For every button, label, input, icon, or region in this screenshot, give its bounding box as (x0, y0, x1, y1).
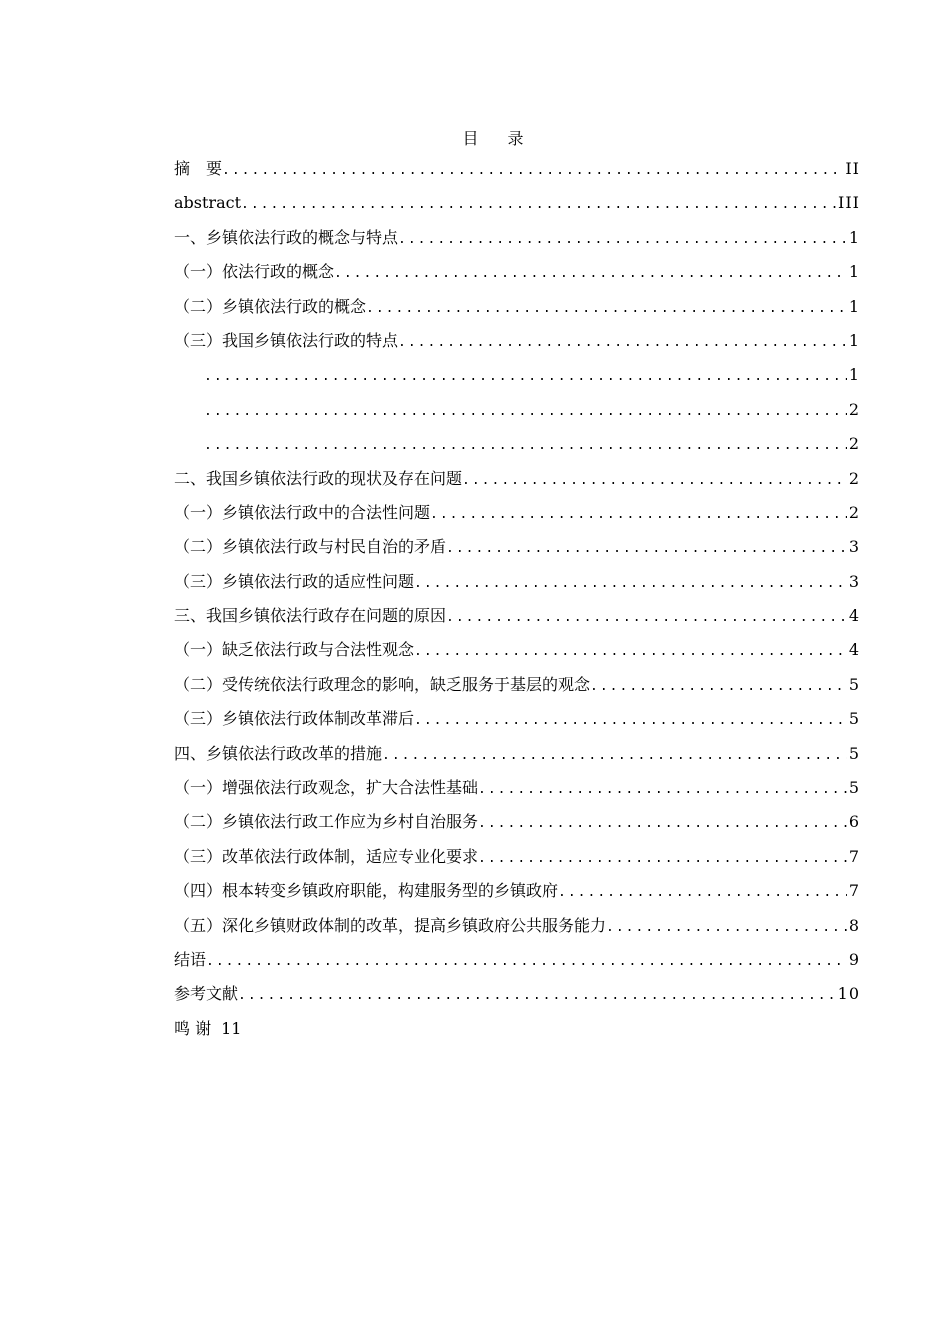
toc-entry-text: （四）根本转变乡镇政府职能，构建服务型的乡镇政府 (174, 881, 559, 901)
toc-entry (174, 565, 860, 599)
toc-leader-dots (558, 876, 847, 910)
toc-entry-page: 4 (848, 640, 860, 660)
toc-entry-text: （三）我国乡镇依法行政的特点 (174, 330, 399, 350)
toc-entry-page: 2 (848, 468, 860, 488)
toc-entry-page: 1 (848, 330, 860, 350)
toc-entry (174, 462, 860, 496)
toc-leader-dots (241, 188, 836, 222)
toc-entry (174, 358, 860, 392)
toc-entry-page: 1 (848, 227, 860, 247)
toc-entry-text: 参考文献 (174, 984, 239, 1004)
toc-entry-text: （五）深化乡镇财政体制的改革，提高乡镇政府公共服务能力 (174, 915, 607, 935)
toc-entry-page: 7 (848, 881, 860, 901)
toc-entry (174, 977, 860, 1011)
toc-entry-text: 三、我国乡镇依法行政存在问题的原因 (174, 606, 447, 626)
toc-entry-page: 3 (848, 571, 860, 591)
toc-entry (174, 186, 860, 220)
toc-entry-text: （一）乡镇依法行政中的合法性问题 (174, 502, 431, 522)
toc-leader-dots (334, 257, 847, 291)
toc-entry (174, 668, 860, 702)
toc-entry-acknowledgement (174, 1012, 860, 1046)
toc-leader-dots (446, 532, 847, 566)
toc-entry (174, 909, 860, 943)
toc-entry (174, 633, 860, 667)
toc-entry-text: 二、我国乡镇依法行政的现状及存在问题 (174, 468, 463, 488)
toc-leader-dots (478, 807, 847, 841)
toc-entry-page: 2 (848, 399, 860, 419)
toc-leader-dots (478, 773, 847, 807)
toc-entry-text: （二）乡镇依法行政工作应为乡村自治服务 (174, 812, 479, 832)
toc-entry-page: 1 (848, 365, 860, 385)
toc-leader-dots (222, 154, 843, 188)
toc-entries (174, 152, 860, 1012)
toc-leader-dots (398, 326, 847, 360)
toc-entry (174, 427, 860, 461)
toc-entry (174, 840, 860, 874)
toc-entry-text: （三）乡镇依法行政体制改革滞后 (174, 709, 415, 729)
toc-entry-text: 一、乡镇依法行政的概念与特点 (174, 227, 399, 247)
table-of-contents (174, 152, 860, 1046)
toc-entry-page: 1 (848, 262, 860, 282)
toc-leader-dots (478, 842, 847, 876)
toc-entry (174, 496, 860, 530)
toc-entry-page: 11 (221, 1018, 242, 1038)
toc-leader-dots (204, 429, 847, 463)
toc-entry-page: 5 (848, 743, 860, 763)
toc-entry (174, 255, 860, 289)
toc-entry-page: II (845, 159, 860, 178)
toc-entry-page: 9 (848, 949, 860, 969)
toc-entry-page: 3 (848, 537, 860, 557)
toc-entry-page: 2 (848, 434, 860, 454)
toc-entry-page: 4 (848, 606, 860, 626)
toc-leader-dots (462, 464, 847, 498)
toc-leader-dots (398, 223, 847, 257)
toc-entry (174, 599, 860, 633)
toc-entry-text: 结语 (174, 949, 207, 969)
toc-entry (174, 805, 860, 839)
toc-title: 目 录 (462, 129, 536, 148)
toc-entry-text: （三）改革依法行政体制，适应专业化要求 (174, 846, 479, 866)
toc-entry-page: 6 (848, 812, 860, 832)
toc-leader-dots (206, 945, 847, 979)
toc-leader-dots (446, 601, 847, 635)
toc-entry-page: 10 (837, 984, 860, 1004)
toc-entry (174, 943, 860, 977)
toc-entry-page: 7 (848, 846, 860, 866)
toc-leader-dots (606, 911, 847, 945)
toc-entry-text: 摘 要 (174, 159, 223, 178)
toc-leader-dots (590, 670, 847, 704)
toc-entry-text: （一）依法行政的概念 (174, 262, 335, 282)
toc-entry-text: （二）乡镇依法行政与村民自治的矛盾 (174, 537, 447, 557)
toc-entry-page: 5 (848, 709, 860, 729)
toc-entry (174, 324, 860, 358)
toc-entry-text: （一）增强依法行政观念，扩大合法性基础 (174, 778, 479, 798)
toc-leader-dots (204, 395, 847, 429)
toc-entry-text: 鸣 谢 (174, 1018, 212, 1038)
toc-leader-dots (414, 567, 847, 601)
toc-leader-dots (204, 360, 847, 394)
toc-leader-dots (430, 498, 847, 532)
toc-entry (174, 290, 860, 324)
toc-entry-text: （三）乡镇依法行政的适应性问题 (174, 571, 415, 591)
toc-entry (174, 702, 860, 736)
toc-entry-text: 四、乡镇依法行政改革的措施 (174, 743, 383, 763)
toc-leader-dots (238, 979, 836, 1013)
toc-leader-dots (366, 292, 847, 326)
toc-leader-dots (414, 704, 847, 738)
toc-entry (174, 874, 860, 908)
toc-entry-page: 2 (848, 502, 860, 522)
toc-entry (174, 221, 860, 255)
toc-entry (174, 737, 860, 771)
toc-entry-page: 5 (848, 674, 860, 694)
toc-entry-page: III (838, 193, 860, 213)
toc-entry (174, 771, 860, 805)
toc-entry (174, 393, 860, 427)
toc-leader-dots (414, 635, 847, 669)
toc-entry-page: 8 (848, 915, 860, 935)
toc-entry-page: 1 (848, 296, 860, 316)
toc-entry (174, 152, 860, 186)
toc-entry-page: 5 (848, 778, 860, 798)
toc-entry-text: abstract (174, 193, 241, 213)
toc-leader-dots (382, 739, 847, 773)
toc-entry (174, 530, 860, 564)
toc-entry-text: （二）受传统依法行政理念的影响，缺乏服务于基层的观念 (174, 674, 591, 694)
toc-entry-text: （一）缺乏依法行政与合法性观念 (174, 640, 415, 660)
toc-entry-text: （二）乡镇依法行政的概念 (174, 296, 367, 316)
